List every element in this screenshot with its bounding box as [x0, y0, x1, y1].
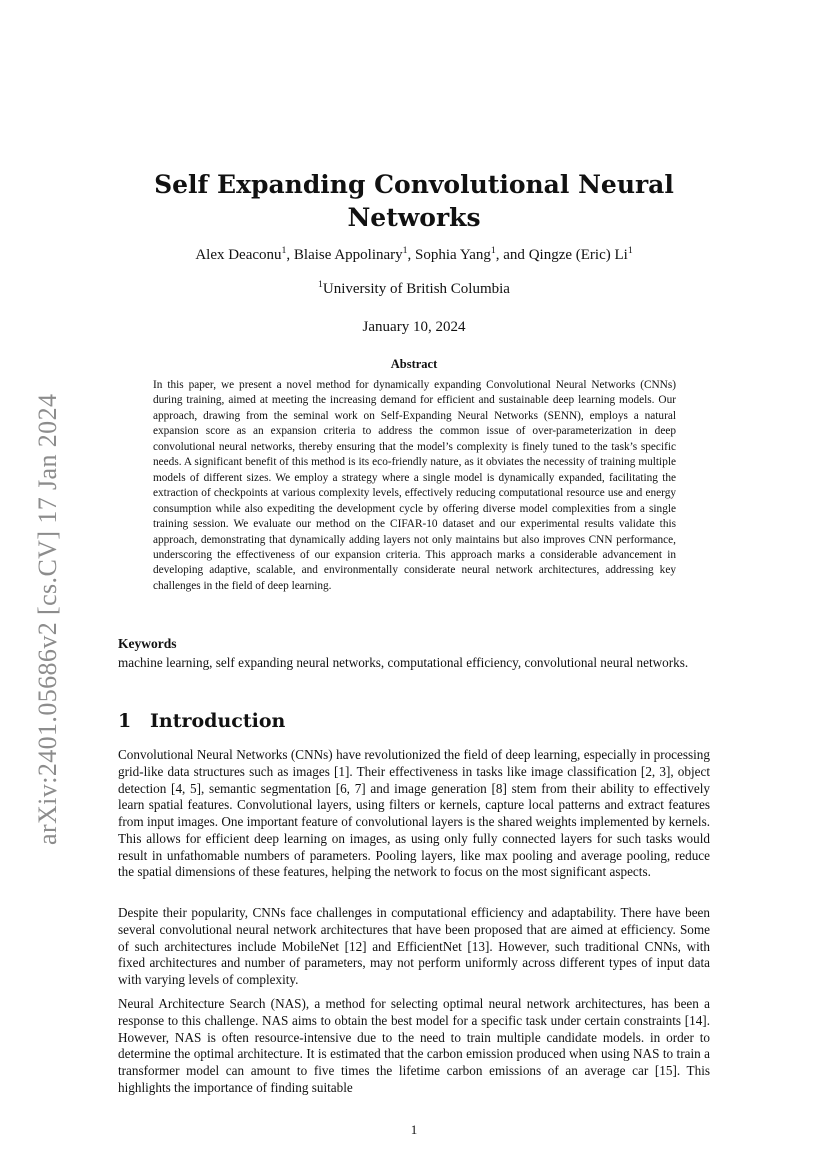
affiliation-superscript: 1 [281, 245, 287, 256]
affiliation-line [118, 281, 710, 298]
affiliation-superscript: 1 [627, 245, 633, 256]
keywords-text: machine learning, self expanding neural networks, computational efficiency, convolutional neural networks. [118, 655, 689, 670]
author-name: Blaise Appolinary [293, 247, 403, 263]
paper-date: January 10, 2024 [362, 319, 466, 335]
abstract-heading: Abstract [390, 357, 438, 371]
author-separator: , [286, 247, 294, 263]
affiliation-name: University of British Columbia [322, 281, 510, 297]
keywords-heading: Keywords [118, 636, 177, 651]
section-heading-introduction [118, 710, 285, 732]
paper-title: Self Expanding Convolutional Neural Networks [154, 170, 674, 232]
section-number: 1 [118, 710, 132, 732]
affiliation-mark: 1 [318, 279, 323, 290]
section-title: Introduction [150, 710, 286, 732]
page-number: 1 [410, 1122, 418, 1137]
body-paragraph: Despite their popularity, CNNs face challenges in computational efficiency and adaptability. There have been several convolutional neural network architectures that have been proposed that are aimed at efficiency. Some of such architectures include MobileNet [12] and EfficientNet [13]. However, such traditional CNNs, with fixed architectures and number of parameters, may not perform uniformly across different types of input data with varying levels of complexity. [118, 905, 710, 987]
body-paragraph: Convolutional Neural Networks (CNNs) have revolutionized the field of deep learning, especially in processing grid-like data structures such as images [1]. Their effectiveness in tasks like image classification [2, 3], object detection [4, 5], semantic segmentation [6, 7] and image generation [8] stem from their ability to effectively learn spatial features. Convolutional layers, using filters or kernels, capture local patterns and extract features from input images. One important feature of convolutional layers is the shared weights implemented by kernels. This allows for efficient deep learning on images, as using only fully connected layers for such tasks would result in unfathomable numbers of parameters. Pooling layers, like max pooling and average pooling, reduce the spatial dimensions of these features, helping the network to focus on the most significant aspects. [118, 747, 710, 880]
affiliation-superscript: 1 [402, 245, 408, 256]
abstract-text: In this paper, we present a novel method for dynamically expanding Convolutional Neural Networks (CNNs) during training, aimed at meeting the increasing demand for efficient and sustainable deep learning models. Our approach, drawing from the seminal work on Self-Expanding Neural Networks (SENN), employs a natural expansion score as an expansion criteria to address the common issue of over-parameterization in deep convolutional neural networks, thereby ensuring that the model’s complexity is finely tuned to the task’s specific needs. A significant benefit of this method is its eco-friendly nature, as it obviates the necessity of training multiple models of different sizes. We employ a strategy where a single model is dynamically expanded, facilitating the extraction of checkpoints at various complexity levels, effectively reducing computational resource use and energy consumption while also expediting the development cycle by offering diverse model complexities from a single training session. We evaluate our method on the CIFAR-10 dataset and our experimental results validate this approach, demonstrating that dynamically adding layers not only maintains but also improves CNN performance, underscoring the effectiveness of our expansion criteria. This approach marks a considerable advancement in developing adaptive, scalable, and environmentally considerate neural network architectures, addressing key challenges in the field of deep learning. [153, 379, 676, 592]
author-name: Qingze (Eric) Li [528, 247, 628, 263]
body-paragraph: Neural Architecture Search (NAS), a method for selecting optimal neural network architectures, has been a response to this challenge. NAS aims to obtain the best model for a specific task under certain constraints [14]. However, NAS is often resource-intensive due to the need to train multiple candidate models. in order to determine the optimal architecture. It is estimated that the carbon emission produced when using NAS to train a transformer model can amount to five times the lifetime carbon emissions of an average car [15]. This highlights the importance of finding suitable [118, 996, 710, 1095]
arxiv-identifier-text: arXiv:2401.05686v2 [cs.CV] 17 Jan 2024 [33, 393, 62, 845]
author-separator: , [407, 247, 416, 263]
author-name: Alex Deaconu [195, 247, 282, 263]
author-name: Sophia Yang [415, 247, 491, 263]
author-list [118, 246, 710, 264]
author-separator: , and [495, 247, 529, 263]
affiliation-superscript: 1 [490, 245, 496, 256]
